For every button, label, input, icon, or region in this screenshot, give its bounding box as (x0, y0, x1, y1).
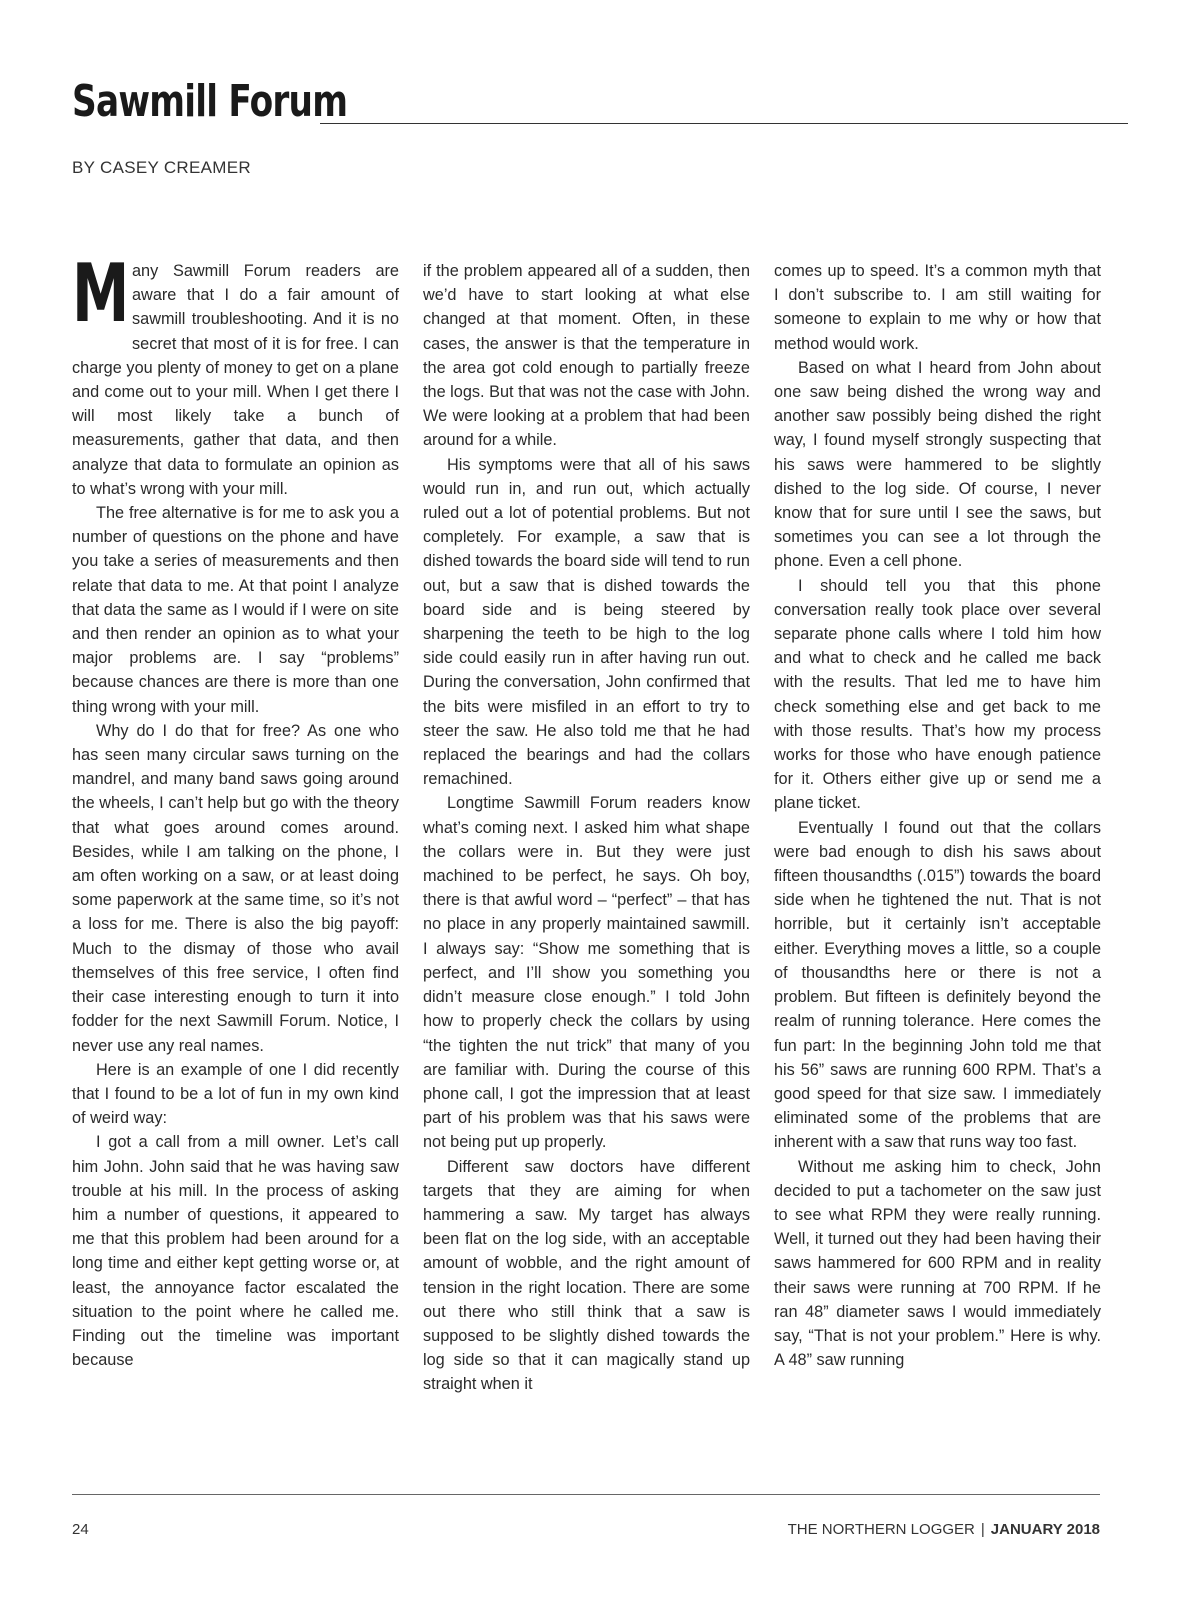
paragraph: Why do I do that for free? As one who has seen many circular saws turning on the mandrel, and many band saws going around the wheels, I can’t help but go with the theory that what goes around comes around. Besides, while I am talking on the phone, I am often working on a saw, or at least doing some paperwork at the same time, so it’s not a loss for me. There is also the big payoff: Much to the dismay of those who avail themselves of this free service, I often find their case interesting enough to turn it into fodder for the next Sawmill Forum. Notice, I never use any real names. (72, 721, 399, 1055)
article-column-1 (72, 247, 399, 1372)
publication-name: THE NORTHERN LOGGER (787, 1521, 975, 1538)
article-header (72, 78, 1128, 128)
paragraph: I should tell you that this phone conversation really took place over several separate phone calls where I told him how and what to check and he called me back with the results. That led me to have him check something else and get back to me with those results. That’s how my process works for those who have enough patience for it. Others either give up or send me a plane ticket. (774, 576, 1101, 813)
paragraph: comes up to speed. It’s a common myth that I don’t subscribe to. I am still waiting for someone to explain to me why or how that method would work. (774, 262, 1101, 353)
paragraph: Longtime Sawmill Forum readers know what’s coming next. I asked him what shape the collars were in. But they were just machined to be perfect, he says. Oh boy, there is that awful word – “perfect” – that has no place in any properly maintained sawmill. I always say: “Show me something that is perfect, and I’ll show you something you didn’t measure close enough.” I told John how to properly check the collars by using “the tighten the nut trick” that many of you are familiar with. During the course of this phone call, I got the impression that at least part of his problem was that his saws were not being put up properly. (423, 794, 750, 1152)
paragraph: His symptoms were that all of his saws would run in, and run out, which actually ruled out a lot of potential problems. But not completely. For example, a saw that is dished towards the board side will tend to run out, but a saw that is dished towards the board side and is being steered by sharpening the teeth to be high to the log side could easily run in after having run out. During the conversation, John confirmed that the bits were misfiled in an effort to try to steer the saw. He also told me that he had replaced the bearings and had the collars remachined. (423, 455, 750, 789)
paragraph: Based on what I heard from John about one saw being dished the wrong way and another saw possibly being dished the right way, I found myself strongly suspecting that his saws were hammered to be slightly dished to the log side. Of course, I never know that for sure until I see the saws, but sometimes you can see a lot through the phone. Even a cell phone. (774, 358, 1101, 571)
paragraph: Here is an example of one I did recently that I found to be a lot of fun in my own kind of weird way: (72, 1060, 399, 1128)
byline: BY CASEY CREAMER (72, 158, 251, 177)
paragraph: I got a call from a mill owner. Let’s call him John. John said that he was having saw trouble at his mill. In the process of asking him a number of questions, it appeared to me that this problem had been around for a long time and either kept getting worse or, at least, the annoyance factor escalated the situation to the point where he called me. Finding out the timeline was important because (72, 1133, 399, 1370)
issue-date: JANUARY 2018 (990, 1521, 1100, 1538)
article-column-2 (423, 259, 750, 1397)
running-footer (788, 1521, 1100, 1538)
paragraph: Eventually I found out that the collars were bad enough to dish his saws about fifteen thousandths (.015”) towards the board side when he tightened the nut. That is not horrible, but it certainly isn’t acceptable either. Everything moves a little, so a couple of thousandths here or there is not a problem. But fifteen is definitely beyond the realm of running tolerance. Here comes the fun part: In the beginning John told me that his 56” saws are running 600 RPM. That’s a good speed for that size saw. I immediately eliminated some of the problems that are inherent with a saw that runs way too fast. (774, 818, 1101, 1152)
footer-separator: | (980, 1521, 985, 1538)
paragraph: The free alternative is for me to ask you a number of questions on the phone and have you take a series of measurements and then relate that data to me. At that point I analyze that data the same as I would if I were on site and then render an opinion as to what your major problems are. I say “problems” because chances are there is more than one thing wrong with your mill. (72, 504, 399, 716)
paragraph: if the problem appeared all of a sudden, then we’d have to start looking at what else changed at that moment. Often, in these cases, the answer is that the temperature in the area got cold enough to partially freeze the logs. But that was not the case with John. We were looking at a problem that had been around for a while. (423, 262, 750, 450)
paragraph-text: any Sawmill Forum readers are aware that I do a fair amount of sawmill troubleshooting. And it is no secret that most of it is for free. I can charge you plenty of money to get on a plane and come out to your mill. When I get there I will most likely take a bunch of measurements, gather that data, and then analyze that data to formulate an opinion as to what’s wrong with your mill. (72, 262, 399, 498)
title-rule (320, 123, 1128, 124)
paragraph: Different saw doctors have different targets that they are aiming for when hammering a saw. My target has always been flat on the log side, with an acceptable amount of wobble, and the right amount of tension in the right location. There are some out there who still think that a saw is supposed to be slightly dished towards the log side so that it can magically stand up straight when it (423, 1157, 750, 1394)
paragraph: Without me asking him to check, John decided to put a tachometer on the saw just to see what RPM they were really running. Well, it turned out they had been having their saws hammered for 600 RPM and in reality their saws were running at 700 RPM. If he ran 48” diameter saws I would immediately say, “That is not your problem.” Here is why. A 48” saw running (774, 1157, 1101, 1370)
footer-rule (72, 1494, 1100, 1495)
section-title: Sawmill Forum (72, 76, 348, 127)
drop-cap: M (72, 247, 130, 340)
page-number: 24 (72, 1521, 89, 1538)
paragraph (72, 247, 399, 501)
article-column-3 (774, 259, 1101, 1372)
